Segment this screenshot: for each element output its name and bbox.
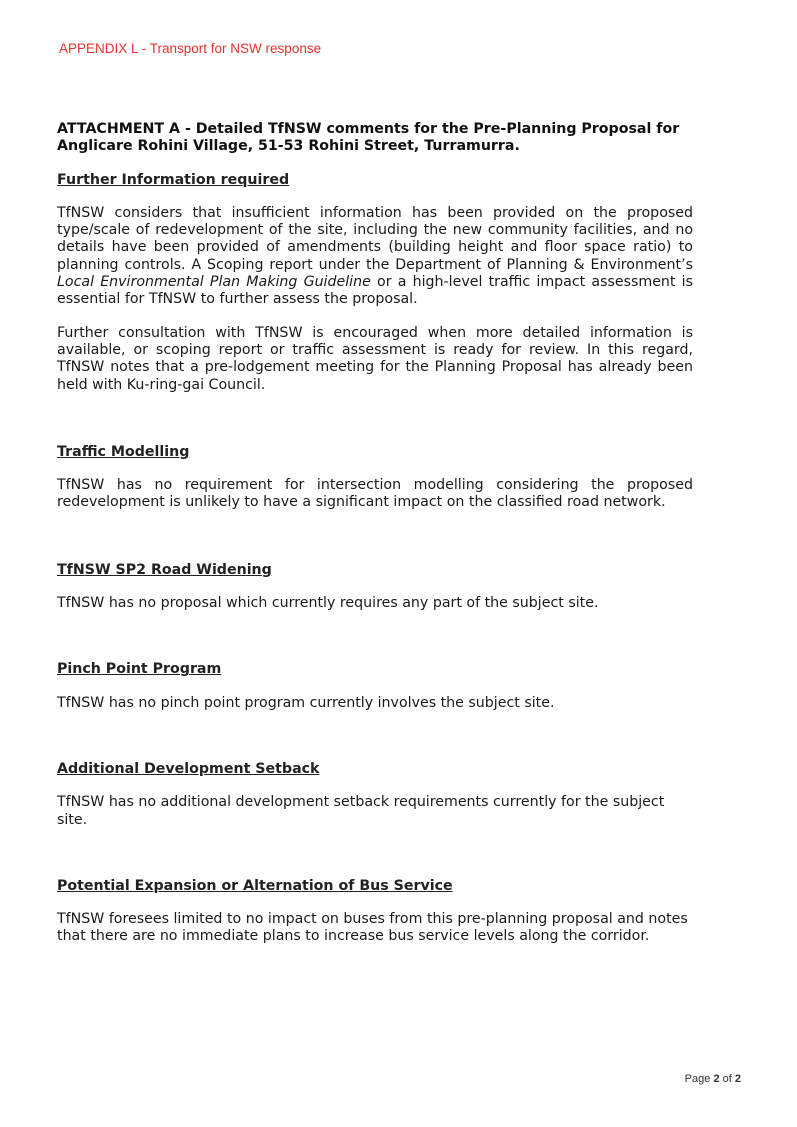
section-heading-further-information: Further Information required: [57, 171, 290, 188]
page-of: of: [722, 1073, 732, 1085]
paragraph-text: or a high-level traffic impact assessment is essential for TfNSW to further assess the proposal.: [57, 274, 693, 308]
page-label: Page: [684, 1073, 711, 1085]
road-widening-paragraph: TfNSW has no proposal which currently requires any part of the subject site.: [57, 595, 599, 612]
bus-service-paragraph: TfNSW foresees limited to no impact on buses from this pre-planning proposal and notes that there are no immediate plans to increase bus service levels along the corridor.: [57, 911, 688, 945]
section-spacer: [57, 410, 693, 444]
page-total: 2: [734, 1073, 741, 1085]
section-heading-road-widening: TfNSW SP2 Road Widening: [57, 561, 272, 578]
development-setback-paragraph: TfNSW has no additional development setback requirements currently for the subject site.: [57, 794, 665, 828]
document-body: [57, 121, 693, 962]
further-information-paragraph-1: [57, 205, 693, 309]
traffic-modelling-paragraph: TfNSW has no requirement for intersection modelling considering the proposed redevelopment is unlikely to have a significant impact on the classified road network.: [57, 477, 693, 511]
section-heading-bus-service: Potential Expansion or Alternation of Bus Service: [57, 877, 453, 894]
page-current: 2: [713, 1073, 720, 1085]
section-spacer: [57, 628, 693, 661]
appendix-header: APPENDIX L - Transport for NSW response: [59, 41, 322, 56]
page-number: [685, 1073, 741, 1085]
section-spacer: [57, 728, 693, 761]
further-information-paragraph-2: Further consultation with TfNSW is encouraged when more detailed information is available, or scoping report or traffic assessment is ready for review. In this regard, TfNSW notes that a pre-lodgement meeting for the Planning Proposal has already been held with Ku-ring-gai Council.: [57, 324, 693, 393]
section-heading-traffic-modelling: Traffic Modelling: [57, 443, 190, 460]
pinch-point-paragraph: TfNSW has no pinch point program currently involves the subject site.: [57, 694, 555, 711]
section-heading-pinch-point: Pinch Point Program: [57, 661, 222, 678]
paragraph-text: TfNSW considers that insufficient information has been provided on the proposed type/scale of redevelopment of the site, including the new community facilities, and no details have been provided of amendments (building height and floor space ratio) to planning controls. A Scoping report under the Department of Planning & Environment’s: [57, 204, 693, 273]
section-heading-development-setback: Additional Development Setback: [57, 760, 320, 777]
document-title: ATTACHMENT A - Detailed TfNSW comments for the Pre-Planning Proposal for Anglicare Rohini Village, 51-53 Rohini Street, Turramurra.: [57, 121, 680, 155]
guideline-title: Local Environmental Plan Making Guideline: [57, 274, 371, 291]
section-spacer: [57, 528, 693, 562]
section-spacer: [57, 845, 693, 878]
